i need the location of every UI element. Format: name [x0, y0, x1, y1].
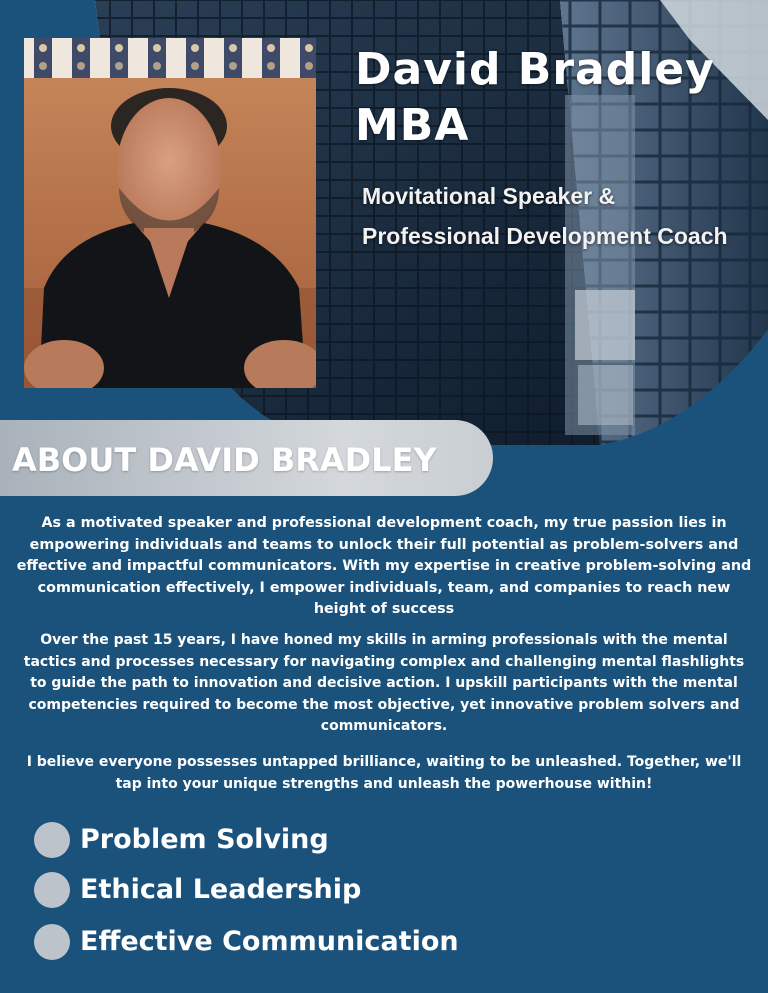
subtitle-line-1: Movitational Speaker &	[362, 183, 616, 209]
skill-label: Ethical Leadership	[80, 874, 362, 905]
speaker-name	[355, 42, 765, 154]
skill-label: Effective Communication	[80, 926, 459, 957]
skill-label: Problem Solving	[80, 824, 329, 855]
portrait-image	[24, 38, 316, 388]
skill-item-problem-solving	[34, 820, 534, 860]
about-heading: ABOUT DAVID BRADLEY	[12, 441, 437, 479]
profile-photo	[24, 38, 316, 388]
subtitle-line-2: Professional Development Coach	[362, 223, 728, 249]
about-paragraph-3: I believe everyone possesses untapped brilliance, waiting to be unleashed. Together, we'll tap into your unique strengths and unleash the powerhouse within!	[26, 754, 742, 792]
about-paragraph-1: As a motivated speaker and professional development coach, my true passion lies in empowering individuals and teams to unlock their full potential as problem-solvers and effective and impactful communicators. With my expertise in creative problem-solving and communication effectively, I empower individuals, team, and companies to reach new height of success	[16, 515, 752, 617]
name-line-2: MBA	[355, 100, 470, 151]
skill-item-effective-communication	[34, 922, 534, 962]
skill-item-ethical-leadership	[34, 870, 534, 910]
about-paragraph-2: Over the past 15 years, I have honed my skills in arming professionals with the mental tactics and processes necessary for navigating complex and challenging mental flashlights to guide the path to innovation and decisive action. I upskill participants with the mental competencies required to become the most objective, yet innovative problem solvers and communicators.	[23, 632, 745, 734]
bullet-circle-icon	[34, 924, 70, 960]
bullet-circle-icon	[34, 872, 70, 908]
bullet-circle-icon	[34, 822, 70, 858]
name-line-1: David Bradley	[355, 44, 715, 95]
